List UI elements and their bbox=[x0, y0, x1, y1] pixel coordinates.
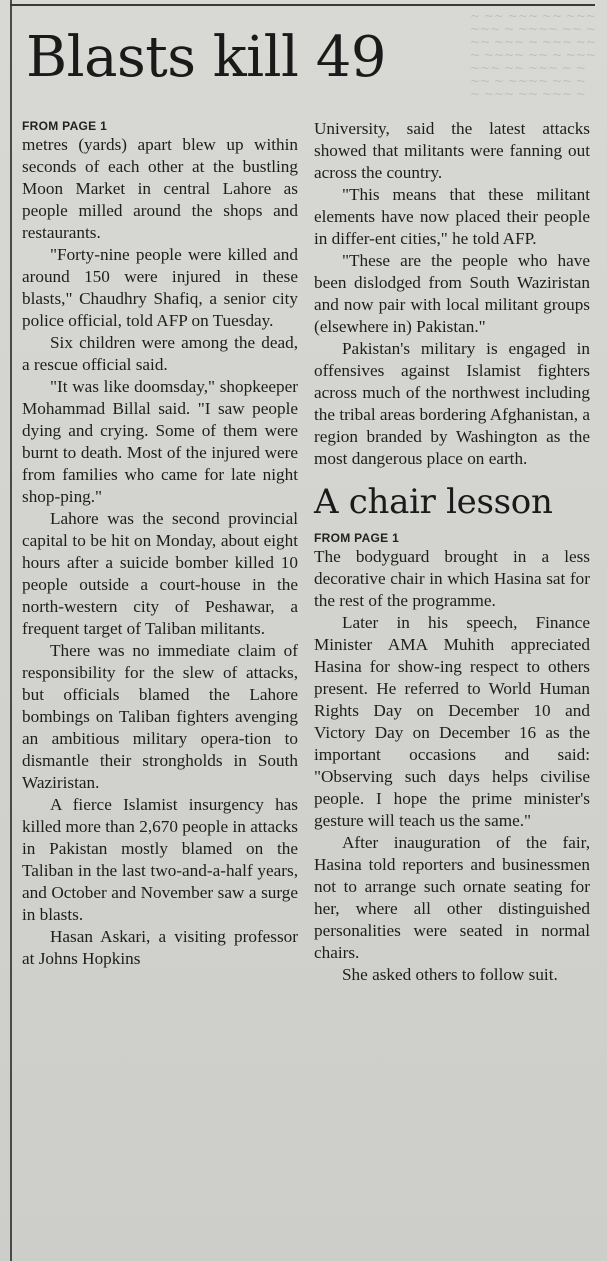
article-paragraph: Hasan Askari, a visiting professor at Johns Hopkins bbox=[22, 927, 298, 968]
article-paragraph: A fierce Islamist insurgency has killed more than 2,670 people in attacks in Pakistan mostly blamed on the Taliban in the last two-and-a-half years, and October and November saw a surge in blasts. bbox=[22, 795, 298, 924]
sidebar-paragraph: She asked others to follow suit. bbox=[342, 965, 558, 984]
column-rule bbox=[10, 0, 12, 1261]
article-paragraph: "This means that these militant elements have now placed their people in differ-ent cities," he told AFP. bbox=[314, 185, 590, 248]
article-column-right bbox=[314, 118, 590, 986]
article-paragraph: Pakistan's military is engaged in offensives against Islamist fighters across much of the northwest including the tribal areas bordering Afghanistan, a region branded by Washington as the most dangerous place on earth. bbox=[314, 339, 590, 468]
article-paragraph: metres (yards) apart blew up within seconds of each other at the bustling Moon Market in central Lahore as people milled around the shops and restaurants. bbox=[22, 135, 298, 242]
sidebar-paragraph: Later in his speech, Finance Minister AMA Muhith appreciated Hasina for show-ing respect to others present. He referred to World Human Rights Day on December 10 and Victory Day on December 16 as the important occasions and said: "Observing such days helps civilise people. I hope the prime minister's gesture will teach us the same." bbox=[314, 613, 590, 830]
article-paragraph: "It was like doomsday," shopkeeper Mohammad Billal said. "I saw people dying and crying. Some of them were burnt to death. Most of the injured were from families who came for late night shop-ping." bbox=[22, 377, 298, 506]
article-paragraph: "These are the people who have been dislodged from South Waziristan and now pair with local militant groups (elsewhere in) Pakistan." bbox=[314, 251, 590, 336]
dateline: FROM PAGE 1 bbox=[22, 119, 108, 133]
top-rule bbox=[10, 4, 595, 6]
article-paragraph: University, said the latest attacks showed that militants were fanning out across the country. bbox=[314, 119, 590, 182]
main-headline: Blasts kill 49 bbox=[26, 25, 386, 90]
article-column-left bbox=[22, 118, 298, 970]
article-paragraph: Lahore was the second provincial capital to be hit on Monday, about eight hours after a suicide bomber killed 10 people outside a court-house in the north-western city of Peshawar, a frequent target of Taliban militants. bbox=[22, 509, 298, 638]
article-paragraph: "Forty-nine people were killed and around 150 were injured in these blasts," Chaudhry Shafiq, a senior city police official, told AFP on Tuesday. bbox=[22, 245, 298, 330]
sidebar-dateline: FROM PAGE 1 bbox=[314, 531, 400, 545]
sidebar-paragraph: After inauguration of the fair, Hasina told reporters and businessmen not to arrange such ornate seating for her, where all other distinguished personalities were seated in normal chairs. bbox=[314, 833, 590, 962]
sidebar-paragraph: The bodyguard brought in a less decorative chair in which Hasina sat for the rest of the programme. bbox=[314, 547, 590, 610]
article-paragraph: Six children were among the dead, a rescue official said. bbox=[22, 333, 298, 374]
sidebar-headline: A chair lesson bbox=[314, 482, 553, 522]
article-paragraph: There was no immediate claim of responsibility for the slew of attacks, but officials blamed the Lahore bombings on Taliban fighters avenging an ambitious military opera-tion to dismantle their strongholds in South Waziristan. bbox=[22, 641, 298, 792]
bleed-through-text: ~ ~~ ~~~ ~~ ~~~ ~~~ ~ ~~~~ ~~ ~ ~~ ~~~ ~ ~~~ ~~ ~ ~~~~ ~~ ~ ~~~ ~~~ ~~ ~~~ ~ ~ ~~ ~ ~~~~ ~~ ~ ~ ~~~ ~~ ~~~ ~ bbox=[470, 10, 596, 101]
